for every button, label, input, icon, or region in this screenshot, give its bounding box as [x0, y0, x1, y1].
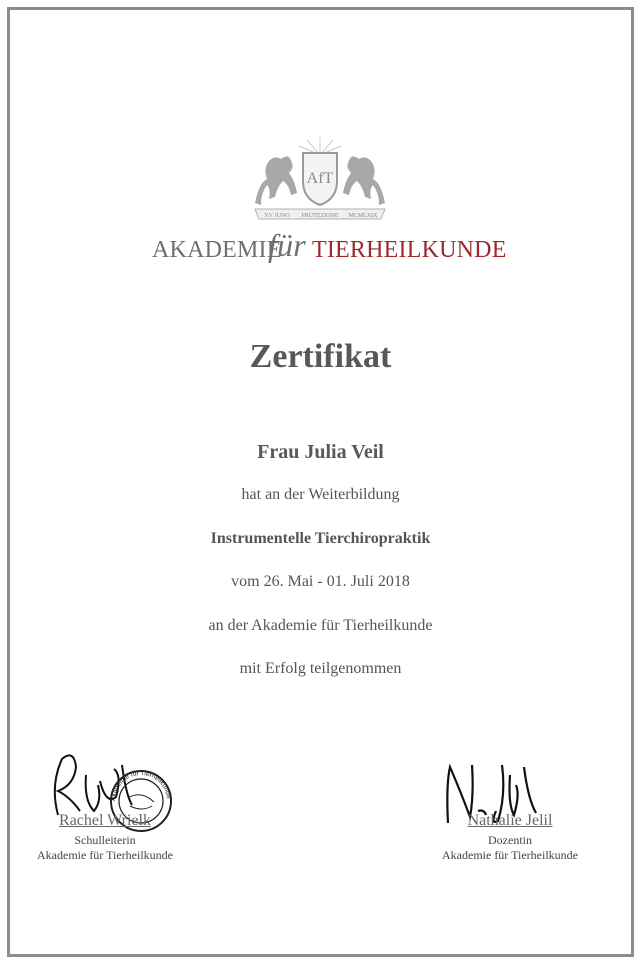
certificate-line-participation: hat an der Weiterbildung — [241, 486, 400, 503]
svg-text:XV JUNO: XV JUNO — [264, 213, 290, 219]
course-location: an der Akademie für Tierheilkunde — [208, 617, 433, 634]
signer-name-right: Nathalie Jelil — [467, 812, 553, 829]
signature-block-right — [425, 812, 595, 863]
recipient-name: Frau Julia Veil — [257, 441, 384, 463]
svg-text:PRUTEZIONE: PRUTEZIONE — [301, 213, 339, 219]
signer-role-right: Dozentin — [488, 833, 532, 847]
signer-org-right: Akademie für Tierheilkunde — [442, 848, 578, 862]
course-dates: vom 26. Mai - 01. Juli 2018 — [231, 573, 410, 590]
svg-text:Akademie für Tierheilkunde: Akademie für Tierheilkunde — [109, 769, 172, 802]
crest-horses-icon — [245, 133, 395, 223]
wordmark-fur: für — [268, 227, 306, 263]
signature-block-left — [20, 812, 190, 863]
academy-logo — [150, 133, 507, 291]
signer-name-left: Rachel Wrielk — [59, 812, 151, 829]
wordmark-tierheilkunde: TIERHEILKUNDE — [312, 237, 507, 263]
course-name: Instrumentelle Tierchiropraktik — [210, 530, 431, 547]
certificate-title: Zertifikat — [249, 338, 392, 375]
wordmark-akademie: AKADEMIE — [152, 237, 282, 263]
signer-role-left: Schulleiterin — [74, 833, 136, 847]
svg-text:MCMLXIX: MCMLXIX — [348, 213, 378, 219]
certificate-closing: mit Erfolg teilgenommen — [239, 660, 402, 677]
crest-monogram: AfT — [306, 170, 334, 187]
signer-org-left: Akademie für Tierheilkunde — [37, 848, 173, 862]
